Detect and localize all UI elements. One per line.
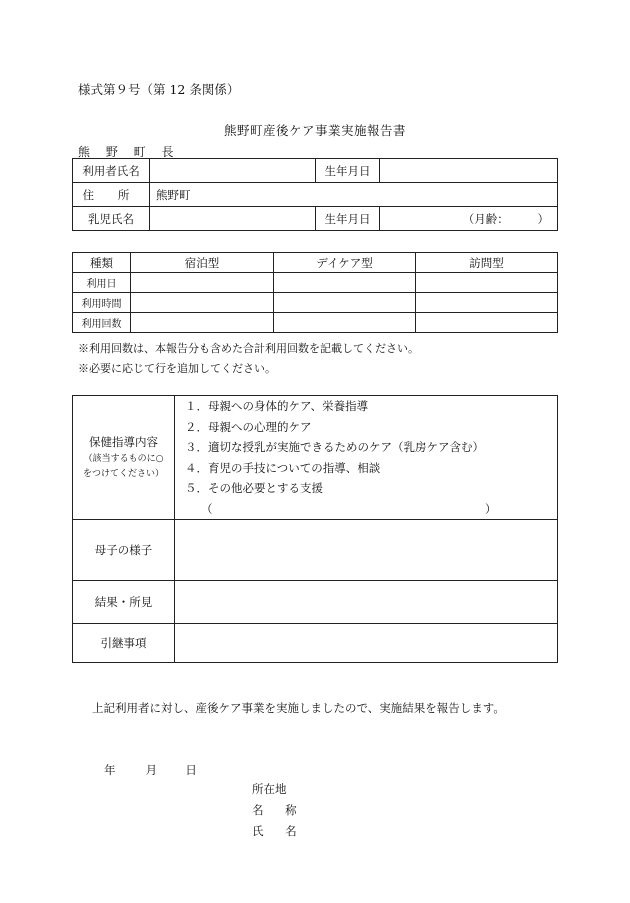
user-name-label: 利用者氏名 [73, 159, 150, 183]
handover-label: 引継事項 [73, 623, 175, 662]
other-close-paren: ） [485, 501, 497, 516]
guidance-instruction-1: （該当するものに○ [83, 454, 164, 465]
result-field[interactable] [175, 580, 558, 623]
condition-row [73, 519, 558, 580]
usage-count-daycare[interactable] [274, 313, 416, 333]
usage-count-visit[interactable] [416, 313, 558, 333]
header-visit: 訪問型 [416, 253, 558, 273]
birthdate-label: 生年月日 [316, 159, 380, 183]
infant-name-field[interactable] [150, 207, 316, 231]
guidance-item-childcare-guidance[interactable]: ４．育児の手技についての指導、相談 [185, 460, 381, 475]
usage-time-visit[interactable] [416, 293, 558, 313]
user-info-table [72, 158, 558, 231]
usage-row-time [73, 293, 558, 313]
other-open-paren: （ [201, 501, 213, 516]
usage-date-visit[interactable] [416, 273, 558, 293]
other-support-detail-field[interactable] [185, 499, 557, 519]
usage-time-daycare[interactable] [274, 293, 416, 313]
result-label: 結果・所見 [73, 580, 175, 623]
birthdate-field[interactable] [380, 159, 558, 183]
guidance-instruction-2: をつけてください） [82, 469, 164, 480]
date-year: 年 [104, 763, 116, 777]
usage-count-label: 利用回数 [73, 313, 131, 333]
usage-date-overnight[interactable] [131, 273, 274, 293]
addressee: 熊 野 町 長 [78, 145, 180, 159]
handover-field[interactable] [175, 623, 558, 662]
address-label: 住 所 [73, 183, 150, 207]
guidance-item-psychological-care[interactable]: ２．母親への心理的ケア [185, 419, 312, 434]
condition-field[interactable] [175, 519, 558, 580]
user-name-field[interactable] [150, 159, 316, 183]
form-number: 様式第９号（第 12 条関係） [78, 82, 240, 97]
guidance-label-cell [73, 396, 175, 520]
infant-age-label: （月齢： ） [462, 211, 549, 226]
address-row [73, 183, 558, 207]
date-month: 月 [145, 763, 158, 777]
person-name-label: 氏 名 [252, 824, 306, 838]
note-usage-count: ※利用回数は、本報告分も含めた合計利用回数を記載してください。 [78, 342, 419, 355]
usage-row-count [73, 313, 558, 333]
header-daycare: デイケア型 [274, 253, 416, 273]
handover-row [73, 623, 558, 662]
report-statement: 上記利用者に対し、産後ケア事業を実施しましたので、実施結果を報告します。 [92, 701, 505, 715]
usage-date-daycare[interactable] [274, 273, 416, 293]
guidance-item-physical-care[interactable]: １．母親への身体的ケア、栄養指導 [185, 399, 369, 413]
guidance-label: 保健指導内容 [89, 435, 158, 450]
usage-row-date [73, 273, 558, 293]
usage-table [72, 252, 558, 333]
usage-time-label: 利用時間 [73, 293, 131, 313]
document-title: 熊野町産後ケア事業実施報告書 [223, 123, 406, 138]
header-type: 種類 [73, 253, 131, 273]
date-day: 日 [185, 763, 197, 777]
usage-date-label: 利用日 [73, 273, 131, 293]
user-name-row [73, 159, 558, 183]
location-label: 所在地 [252, 782, 287, 796]
result-row [73, 580, 558, 623]
infant-name-row [73, 207, 558, 231]
guidance-items [175, 396, 558, 520]
infant-birthdate-field[interactable] [380, 207, 558, 231]
infant-birthdate-label: 生年月日 [316, 207, 380, 231]
guidance-row [73, 396, 558, 520]
note-add-rows: ※必要に応じて行を追加してください。 [78, 362, 276, 375]
usage-time-overnight[interactable] [131, 293, 274, 313]
address-field[interactable]: 熊野町 [150, 183, 558, 207]
date-line[interactable] [104, 762, 197, 778]
usage-header-row [73, 253, 558, 273]
condition-label: 母子の様子 [73, 519, 175, 580]
facility-name-label: 名 称 [252, 803, 306, 817]
infant-name-label: 乳児氏名 [73, 207, 150, 231]
header-overnight: 宿泊型 [131, 253, 274, 273]
report-table [72, 395, 558, 663]
guidance-item-other-support[interactable]: ５．その他必要とする支援 [185, 481, 323, 495]
usage-count-overnight[interactable] [131, 313, 274, 333]
guidance-item-breastfeeding-care[interactable]: ３．適切な授乳が実施できるためのケア（乳房ケア含む） [185, 440, 484, 454]
